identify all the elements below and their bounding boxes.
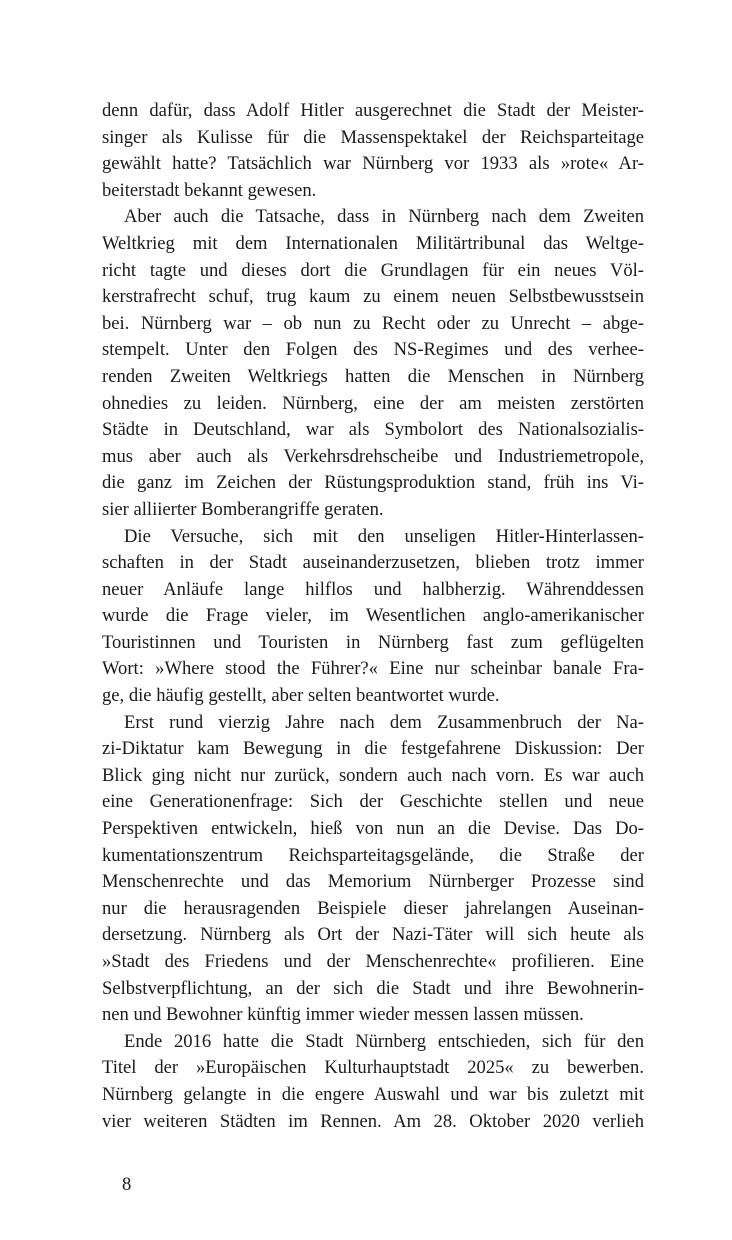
text-line: richt tagte und dieses dort die Grundlagen für ein neues Völ- (102, 259, 644, 281)
text-line: zi-Diktatur kam Bewegung in die festgefahrene Diskussion: Der (102, 738, 644, 760)
text-line: dersetzung. Nürnberg als Ort der Nazi-Täter will sich heute als (102, 924, 644, 946)
text-line: gewählt hatte? Tatsächlich war Nürnberg vor 1933 als »rote« Ar- (102, 153, 644, 175)
text-line: bei. Nürnberg war – ob nun zu Recht oder zu Unrecht – abge- (102, 312, 644, 334)
text-line: Die Versuche, sich mit den unseligen Hitler-Hinterlassen- (124, 525, 644, 547)
text-line: denn dafür, dass Adolf Hitler ausgerechnet die Stadt der Meister- (102, 100, 644, 121)
text-line: Selbstverpflichtung, an der sich die Stadt und ihre Bewohnerin- (102, 977, 644, 999)
text-line: Titel der »Europäischen Kulturhauptstadt 2025« zu bewerben. (102, 1057, 644, 1079)
text-line: Blick ging nicht nur zurück, sondern auch nach vorn. Es war auch (102, 764, 644, 786)
text-line: Perspektiven entwickeln, hieß von nun an die Devise. Das Do- (102, 818, 644, 840)
text-line: wurde die Frage vieler, im Wesentlichen anglo-amerikanischer (102, 605, 644, 627)
text-line: kerstrafrecht schuf, trug kaum zu einem neuen Selbstbewusstsein (102, 286, 644, 308)
text-line: vier weiteren Städten im Rennen. Am 28. Oktober 2020 verlieh (102, 1110, 644, 1132)
text-line: eine Generationenfrage: Sich der Geschichte stellen und neue (102, 791, 644, 813)
text-line: nur die herausragenden Beispiele dieser jahrelangen Auseinan- (102, 897, 644, 919)
text-line: Weltkrieg mit dem Internationalen Militärtribunal das Weltge- (102, 232, 644, 254)
text-line: Nürnberg gelangte in die engere Auswahl und war bis zuletzt mit (102, 1083, 644, 1105)
text-line: Touristinnen und Touristen in Nürnberg fast zum geflügelten (102, 631, 644, 653)
text-line: sier alliierter Bomberangriffe geraten. (102, 498, 384, 520)
paragraph (102, 1029, 644, 1135)
paragraph (102, 710, 644, 1029)
paragraph (102, 204, 644, 523)
body-text (102, 98, 644, 1135)
text-line: singer als Kulisse für die Massenspektakel der Reichsparteitage (102, 126, 644, 148)
text-line: Wort: »Where stood the Führer?« Eine nur scheinbar banale Fra- (102, 658, 644, 680)
text-line: renden Zweiten Weltkriegs hatten die Menschen in Nürnberg (102, 365, 644, 387)
text-line: neuer Anläufe lange hilflos und halbherzig. Währenddessen (102, 578, 644, 600)
text-line: nen und Bewohner künftig immer wieder messen lassen müssen. (102, 1004, 584, 1026)
text-line: die ganz im Zeichen der Rüstungsproduktion stand, früh ins Vi- (102, 472, 644, 494)
text-line: Menschenrechte und das Memorium Nürnberger Prozesse sind (102, 871, 644, 893)
text-line: ge, die häufig gestellt, aber selten beantwortet wurde. (102, 685, 500, 707)
paragraph (102, 98, 644, 204)
text-line: mus aber auch als Verkehrsdrehscheibe und Industriemetropole, (102, 445, 644, 467)
text-line: Ende 2016 hatte die Stadt Nürnberg entschieden, sich für den (124, 1030, 644, 1052)
text-line: Aber auch die Tatsache, dass in Nürnberg nach dem Zweiten (124, 206, 644, 228)
text-line: stempelt. Unter den Folgen des NS-Regimes und des verhee- (102, 339, 644, 361)
text-line: ohnedies zu leiden. Nürnberg, eine der am meisten zerstörten (102, 392, 644, 414)
text-line: Erst rund vierzig Jahre nach dem Zusammenbruch der Na- (124, 711, 644, 733)
text-line: kumentationszentrum Reichsparteitagsgelände, die Straße der (102, 844, 644, 866)
paragraph (102, 524, 644, 710)
page-number: 8 (122, 1174, 132, 1195)
text-line: Städte in Deutschland, war als Symbolort des Nationalsozialis- (102, 419, 644, 441)
text-line: beiterstadt bekannt gewesen. (102, 179, 317, 201)
text-line: schaften in der Stadt auseinanderzusetzen, blieben trotz immer (102, 552, 644, 574)
text-line: »Stadt des Friedens und der Menschenrechte« profilieren. Eine (102, 951, 644, 972)
